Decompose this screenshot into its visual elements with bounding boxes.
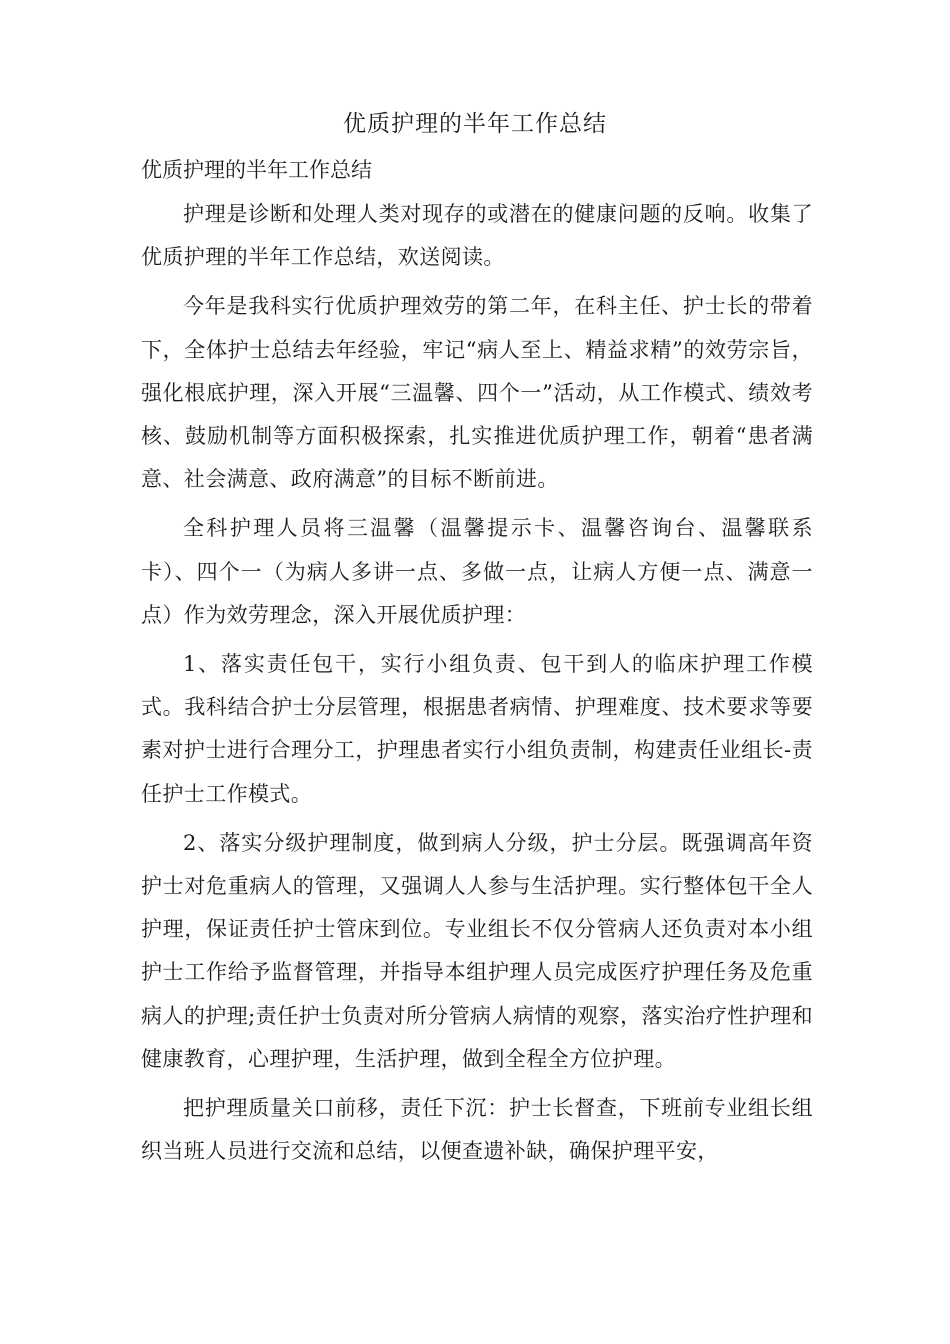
paragraph-item-2: 2、落实分级护理制度，做到病人分级，护士分层。既强调高年资护士对危重病人的管理，又强调人人参与生活护理。实行整体包干全人护理，保证责任护士管床到位。专业组长不仅分管病人还负责对本小组护士工作给予监督管理，并指导本组护理人员完成医疗护理任务及危重病人的护理;责任护士负责对所分管病人病情的观察，落实治疗性护理和健康教育，心理护理，生活护理，做到全程全方位护理。 bbox=[141, 830, 813, 1071]
paragraph-quality-control: 把护理质量关口前移，责任下沉：护士长督查，下班前专业组长组织当班人员进行交流和总结，以便查遗补缺，确保护理平安， bbox=[141, 1096, 813, 1164]
paragraph-intro: 护理是诊断和处理人类对现存的或潜在的健康问题的反响。收集了优质护理的半年工作总结，欢送阅读。 bbox=[141, 202, 813, 270]
paragraph-item-1: 1、落实责任包干，实行小组负责、包干到人的临床护理工作模式。我科结合护士分层管理，根据患者病情、护理难度、技术要求等要素对护士进行合理分工，护理患者实行小组负责制，构建责任业组长-责任护士工作模式。 bbox=[141, 652, 813, 806]
paragraph-service-concept: 全科护理人员将三温馨（温馨提示卡、温馨咨询台、温馨联系卡）、四个一（为病人多讲一点、多做一点，让病人方便一点、满意一点）作为效劳理念，深入开展优质护理： bbox=[141, 516, 813, 627]
document-body bbox=[141, 193, 813, 1179]
document-subtitle: 优质护理的半年工作总结 bbox=[141, 158, 372, 182]
document-title: 优质护理的半年工作总结 bbox=[343, 111, 607, 137]
paragraph-overview: 今年是我科实行优质护理效劳的第二年，在科主任、护士长的带着下，全体护士总结去年经验，牢记“病人至上、精益求精”的效劳宗旨，强化根底护理，深入开展“三温馨、四个一”活动，从工作模式、绩效考核、鼓励机制等方面积极探索，扎实推进优质护理工作，朝着“患者满意、社会满意、政府满意”的目标不断前进。 bbox=[141, 294, 813, 492]
